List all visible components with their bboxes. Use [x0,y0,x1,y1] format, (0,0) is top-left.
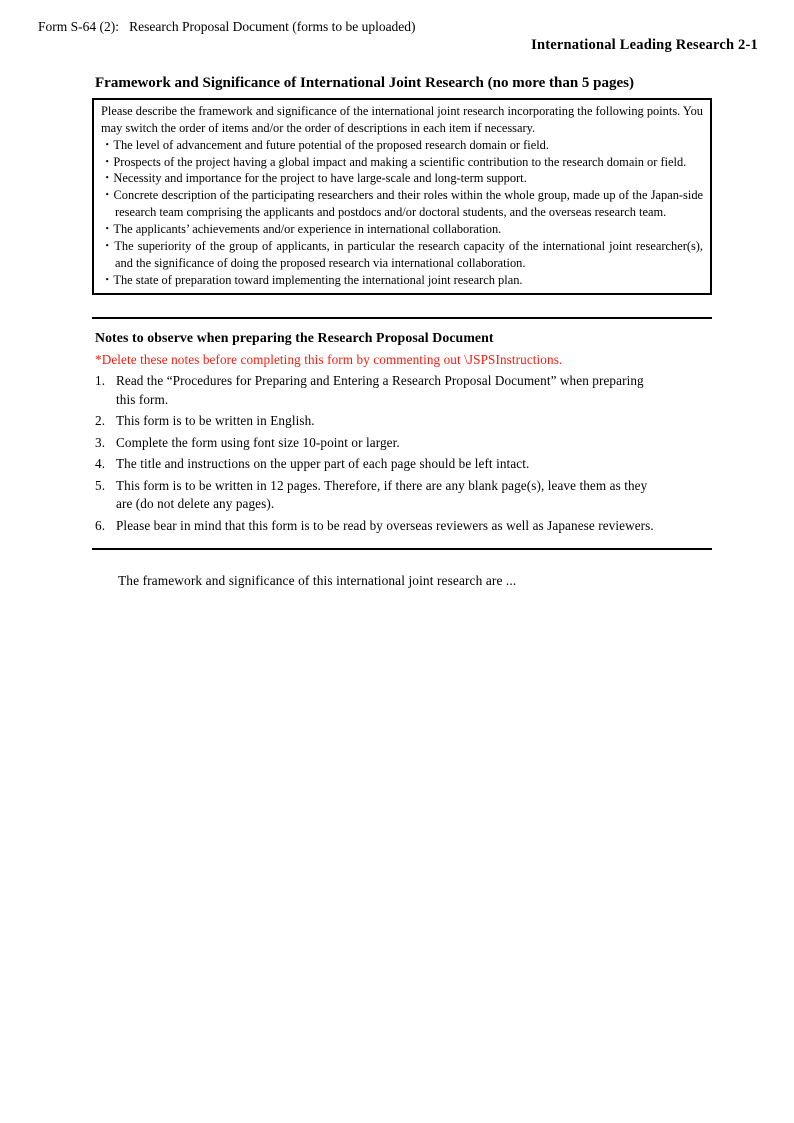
note-text: Read the “Procedures for Preparing and Entering a Research Proposal Document” when preparing this form. [116,373,644,407]
note-number: 1. [95,373,106,389]
instruction-box [92,98,712,295]
notes-list [95,372,692,535]
bullet-glyph: ・ [101,154,114,169]
instruction-bullet-item [101,170,703,187]
instruction-bullet-item [101,154,703,171]
note-item [95,477,692,514]
note-number: 6. [95,517,106,533]
page-header [0,0,794,54]
bullet-glyph: ・ [101,272,114,287]
instruction-intro: Please describe the framework and significance of the international joint research incorporating the following points. You may switch the order of items and/or the order of descriptions in each item if necessary. [101,104,703,135]
note-item [95,455,692,473]
note-text: Complete the form using font size 10-point or larger. [116,434,400,450]
note-item [95,434,692,452]
note-item [95,517,692,535]
page-content [92,75,712,589]
bullet-glyph: ・ [101,171,114,186]
instruction-bullet-item [101,238,703,272]
horizontal-rule-top [92,317,712,319]
notes-section [95,328,692,535]
note-number: 3. [95,434,106,450]
notes-title: Notes to observe when preparing the Research Proposal Document [95,330,494,346]
instruction-bullet-text: The superiority of the group of applicants, in particular the research capacity of the international joint researcher(s), and the significance of doing the proposed research via international collaboration. [114,238,703,270]
instruction-bullet-item [101,272,703,289]
note-text: Please bear in mind that this form is to be read by overseas reviewers as well as Japanese reviewers. [116,517,654,533]
instruction-bullet-item [101,137,703,154]
bullet-glyph: ・ [101,137,114,152]
bullet-glyph: ・ [101,188,114,203]
bullet-glyph: ・ [101,222,114,237]
bullet-glyph: ・ [101,238,115,253]
section-title: Framework and Significance of International Joint Research (no more than 5 pages) [95,75,635,91]
note-number: 5. [95,477,106,493]
body-text: The framework and significance of this international joint research are ... [118,573,517,589]
note-item [95,412,692,430]
note-number: 2. [95,413,106,429]
horizontal-rule-bottom [92,548,712,550]
form-label: Form S-64 (2): Research Proposal Document (forms to be uploaded) [38,19,416,34]
note-number: 4. [95,456,106,472]
program-label: International Leading Research 2-1 [531,37,758,53]
note-item [95,372,692,409]
notes-delete-warning: *Delete these notes before completing this form by commenting out \JSPSInstructions. [95,351,563,367]
instruction-bullet-text: The level of advancement and future potential of the proposed research domain or field. [113,137,549,152]
note-text: This form is to be written in English. [116,413,315,429]
instruction-bullet-text: The applicants’ achievements and/or experience in international collaboration. [113,222,502,237]
instruction-bullet-text: Concrete description of the participating researchers and their roles within the whole group, made up of the Japan-side research team comprising the applicants and postdocs and/or doctoral students, and the overseas research team. [113,188,704,220]
note-text: The title and instructions on the upper part of each page should be left intact. [116,456,530,472]
instruction-bullet-text: Necessity and importance for the project to have large-scale and long-term support. [113,171,527,186]
note-text: This form is to be written in 12 pages. Therefore, if there are any blank page(s), leave them as they are (do not delete any pages). [116,477,648,512]
instruction-bullet-text: The state of preparation toward implementing the international joint research plan. [113,272,523,287]
instruction-bullet-text: Prospects of the project having a global impact and making a scientific contribution to the research domain or field. [113,154,687,169]
instruction-bullet-item [101,221,703,238]
instruction-bullet-item [101,187,703,221]
